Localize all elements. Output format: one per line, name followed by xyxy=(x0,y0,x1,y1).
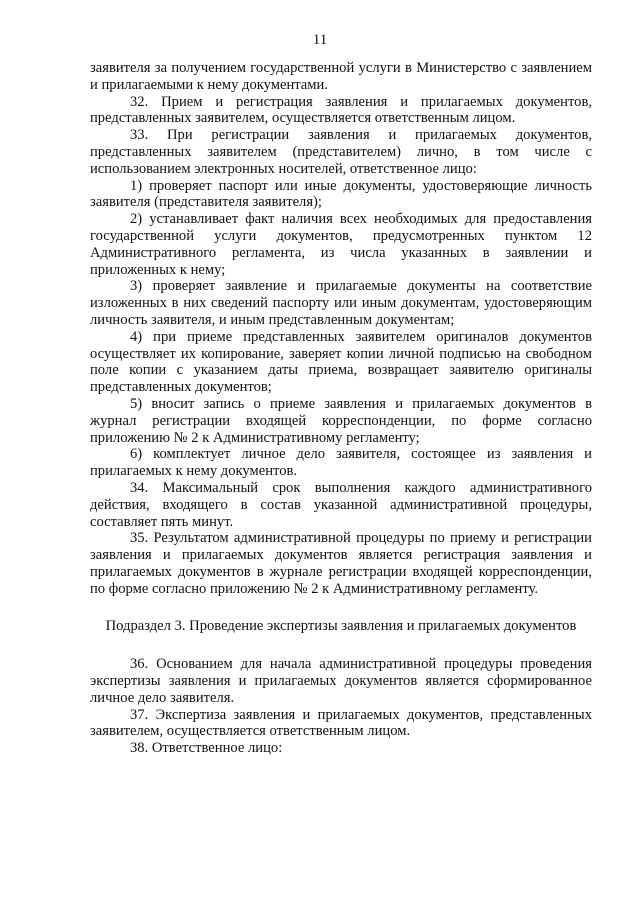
list-item-3: 3) проверяет заявление и прилагаемые документы на соответствие изложенных в них сведений паспорту или иным документам, удостоверяющим личность заявителя, и иным представленным документам; xyxy=(90,278,592,328)
paragraph-37: 37. Экспертиза заявления и прилагаемых документов, представленных заявителем, осуществляется ответственным лицом. xyxy=(90,706,592,740)
paragraph-34: 34. Максимальный срок выполнения каждого административного действия, входящего в состав указанной административной процедуры, составляет пять минут. xyxy=(90,479,592,530)
list-item-5: 5) вносит запись о приеме заявления и прилагаемых документов в журнал регистрации входящей корреспонденции, по форме согласно приложению № 2 к Административному регламенту; xyxy=(90,395,592,446)
page-number: 11 xyxy=(312,32,328,48)
list-item-6: 6) комплектует личное дело заявителя, состоящее из заявления и прилагаемых к нему документов. xyxy=(90,446,592,480)
list-item-1: 1) проверяет паспорт или иные документы, удостоверяющие личность заявителя (представителя заявителя); xyxy=(90,177,592,211)
list-item-2: 2) устанавливает факт наличия всех необходимых для предоставления государственной услуги документов, предусмотренных пунктом 12 Административного регламента, из числа указанных в заявлении и приложенных к нему; xyxy=(90,211,592,278)
paragraph-35: 35. Результатом административной процедуры по приему и регистрации заявления и прилагаемых документов является регистрация заявления и прилагаемых документов в журнале регистрации входящей корреспонденции, по форме согласно приложению № 2 к Административному регламенту. xyxy=(90,530,592,597)
subsection-title: Подраздел 3. Проведение экспертизы заявления и прилагаемых документов xyxy=(105,617,577,634)
list-item-4: 4) при приеме представленных заявителем оригиналов документов осуществляет их копирование, заверяет копии личной подписью на свободном поле копии с указанием даты приема, возвращает заявителю оригиналы представленных документов; xyxy=(90,328,592,396)
paragraph-33: 33. При регистрации заявления и прилагаемых документов, представленных заявителем (представителем) лично, в том числе с использованием электронных носителей, ответственное лицо: xyxy=(90,127,592,177)
paragraph-32: 32. Прием и регистрация заявления и прилагаемых документов, представленных заявителем, осуществляется ответственным лицом. xyxy=(90,93,592,127)
page-content xyxy=(90,60,592,757)
paragraph-36: 36. Основанием для начала административной процедуры проведения экспертизы заявления и прилагаемых документов является сформированное личное дело заявителя. xyxy=(90,656,592,706)
paragraph-continuation: заявителя за получением государственной услуги в Министерство с заявлением и прилагаемыми к нему документами. xyxy=(90,60,592,93)
paragraph-38: 38. Ответственное лицо: xyxy=(130,740,283,757)
